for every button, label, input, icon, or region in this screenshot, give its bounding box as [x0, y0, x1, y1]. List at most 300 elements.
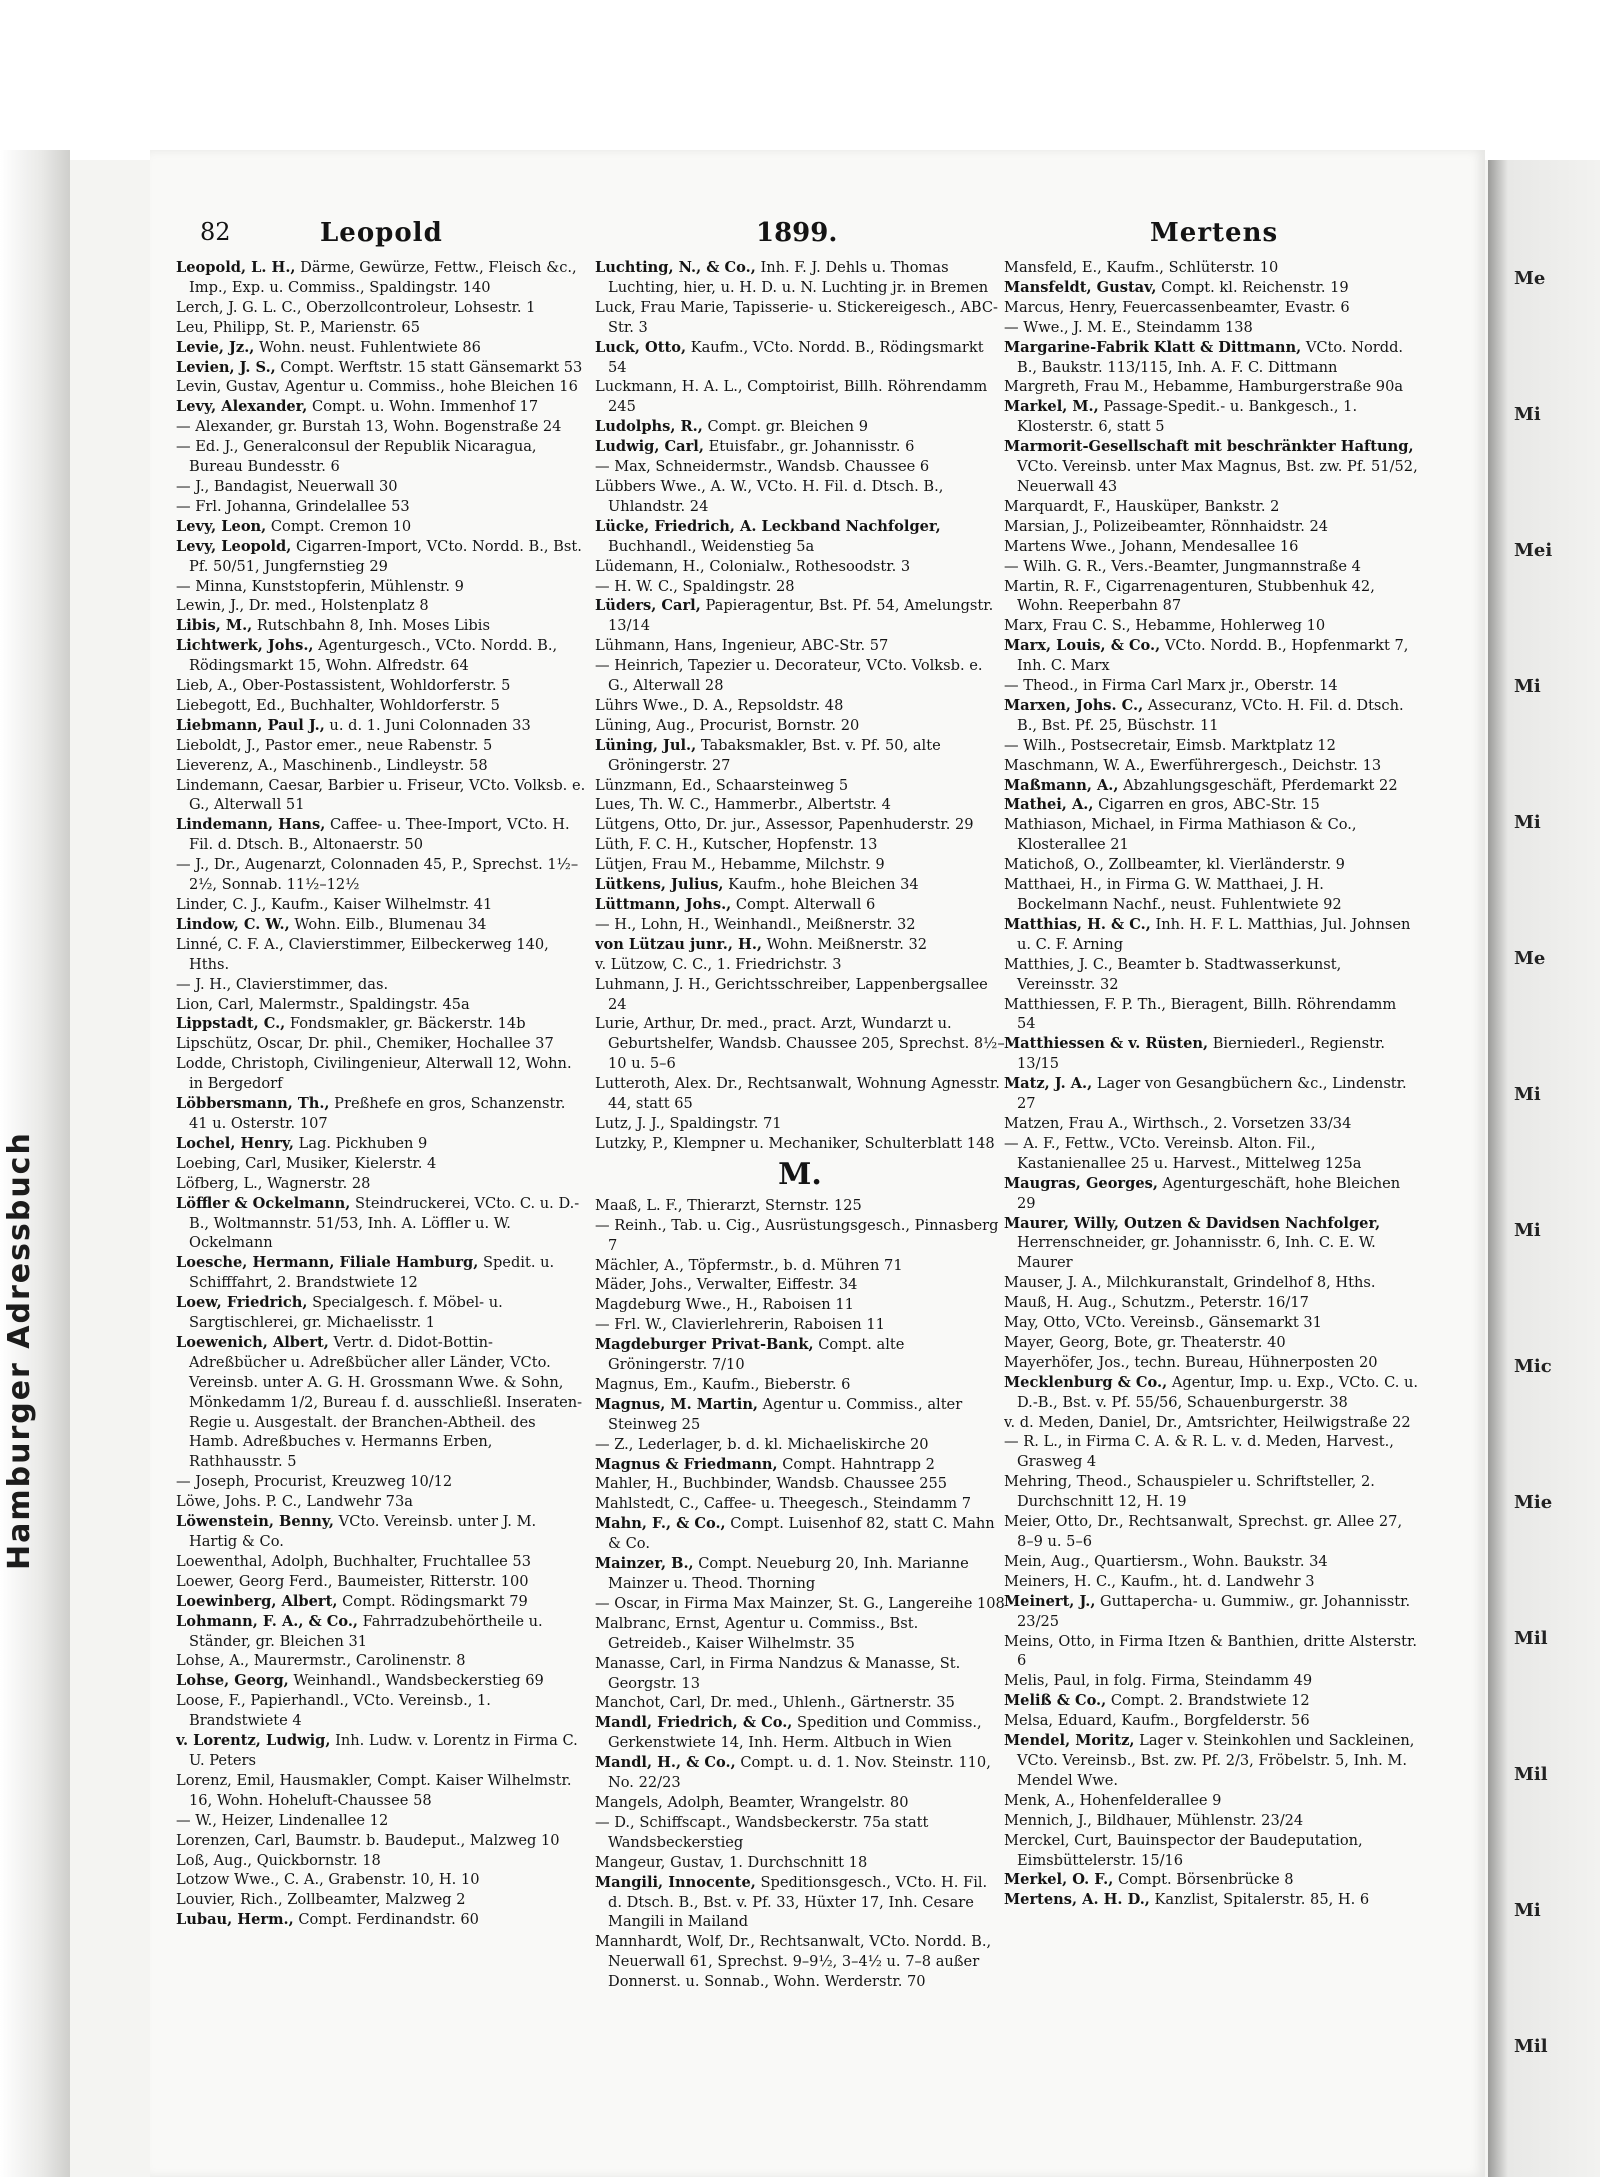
facing-page-fragment: Mi: [1514, 1084, 1541, 1105]
directory-entry: [176, 596, 586, 616]
entry-name: Merkel, O. F.,: [1004, 1871, 1114, 1889]
entry-name: Lüders, Carl,: [595, 597, 701, 615]
directory-entry: [176, 855, 586, 895]
directory-entry: [176, 1671, 586, 1691]
entry-details: Maschmann, W. A., Ewerführergesch., Deichstr. 13: [1004, 756, 1382, 774]
directory-entry: [595, 437, 1005, 457]
entry-name: Levy, Leon,: [176, 517, 267, 535]
entry-details: Compt. Alterwall 6: [735, 896, 876, 913]
header-first-entry: Leopold: [320, 218, 443, 248]
entry-name: Lohmann, F. A., & Co.,: [176, 1612, 359, 1630]
entry-details: Levin, Gustav, Agentur u. Commiss., hohe Bleichen 16: [176, 378, 578, 396]
directory-entry: [1004, 915, 1419, 955]
entry-details: — H., Lohn, H., Weinhandl., Meißnerstr. 32: [595, 915, 916, 933]
entry-details: Lipschütz, Oscar, Dr. phil., Chemiker, Hochallee 37: [176, 1035, 554, 1053]
entry-details: Loose, F., Papierhandl., VCto. Vereinsb., 1. Brandstwiete 4: [176, 1692, 491, 1730]
directory-entry: [595, 1295, 1005, 1315]
directory-entry: [595, 577, 1005, 597]
entry-details: Luhmann, J. H., Gerichtsschreiber, Lappenbergsallee 24: [595, 975, 988, 1013]
directory-entry: [595, 1315, 1005, 1335]
entry-details: Lutteroth, Alex. Dr., Rechtsanwalt, Wohnung Agnesstr. 44, statt 65: [595, 1075, 1000, 1113]
entry-details: Meier, Otto, Dr., Rechtsanwalt, Sprechst. gr. Allee 27, 8–9 u. 5–6: [1004, 1513, 1403, 1550]
directory-entry: [595, 1216, 1005, 1256]
directory-entry: [176, 1154, 586, 1174]
entry-name: Maugras, Georges,: [1004, 1174, 1158, 1192]
directory-entry: [1004, 397, 1419, 437]
directory-entry: [1004, 1671, 1419, 1691]
entry-name: Mertens, A. H. D.,: [1004, 1891, 1150, 1909]
directory-entry: [1004, 955, 1419, 995]
entry-details: Weinhandl., Wandsbeckerstieg 69: [293, 1672, 544, 1690]
entry-details: Marsian, J., Polizeibeamter, Rönnhaidstr. 24: [1004, 517, 1329, 535]
directory-entry: [176, 377, 586, 397]
entry-details: Lütgens, Otto, Dr. jur., Assessor, Papenhuderstr. 29: [595, 816, 974, 834]
directory-entry: [595, 1873, 1005, 1933]
entry-name: Maßmann, A.,: [1004, 776, 1119, 794]
entry-name: Mangili, Innocente,: [595, 1873, 756, 1891]
directory-entry: [1004, 1890, 1419, 1910]
entry-details: Compt. Neueburg 20, Inh. Marianne Mainzer u. Theod. Thorning: [608, 1555, 969, 1592]
directory-entry: [1004, 1791, 1419, 1811]
directory-entry: [1004, 1134, 1419, 1174]
directory-entry: [1004, 696, 1419, 736]
directory-entry: [176, 756, 586, 776]
entry-name: Lindow, C. W.,: [176, 915, 290, 933]
directory-entry: [595, 1455, 1005, 1475]
directory-entry: [1004, 1432, 1419, 1472]
directory-entry: [176, 895, 586, 915]
directory-entry: [595, 815, 1005, 835]
entry-name: Mathei, A.,: [1004, 796, 1094, 814]
entry-details: Agenturgesch., VCto. Nordd. B., Rödingsmarkt 15, Wohn. Alfredstr. 64: [189, 637, 558, 675]
directory-entry: [1004, 1214, 1419, 1274]
entry-details: Lorenz, Emil, Hausmakler, Compt. Kaiser Wilhelmstr. 16, Wohn. Hoheluft-Chaussee 58: [176, 1771, 572, 1809]
directory-entry: [595, 975, 1005, 1015]
entry-details: Leu, Philipp, St. P., Marienstr. 65: [176, 318, 421, 336]
directory-entry: [1004, 736, 1419, 756]
entry-details: — Reinh., Tab. u. Cig., Ausrüstungsgesch., Pinnasberg 7: [595, 1216, 999, 1254]
directory-entry: [1004, 616, 1419, 636]
entry-details: Guttapercha- u. Gummiw., gr. Johannisstr. 23/25: [1017, 1592, 1411, 1630]
entry-name: Luck, Otto,: [595, 338, 687, 356]
entry-details: Cigarren en gros, ABC-Str. 15: [1098, 796, 1320, 814]
entry-details: Lion, Carl, Malermstr., Spaldingstr. 45a: [176, 995, 470, 1013]
directory-entry: [1004, 517, 1419, 537]
entry-details: Compt. kl. Reichenstr. 19: [1161, 278, 1349, 296]
entry-details: Mathiason, Michael, in Firma Mathiason & Co., Klosterallee 21: [1004, 816, 1357, 854]
entry-details: Manasse, Carl, in Firma Nandzus & Manasse, St. Georgstr. 13: [595, 1654, 961, 1692]
entry-name: Marx, Louis, & Co.,: [1004, 637, 1161, 655]
directory-entry: [1004, 776, 1419, 796]
entry-details: Mansfeld, E., Kaufm., Schlüterstr. 10: [1004, 259, 1279, 276]
directory-entry: [176, 1014, 586, 1034]
entry-details: Matthies, J. C., Beamter b. Stadtwasserkunst, Vereinsstr. 32: [1004, 955, 1342, 993]
directory-entry: [1004, 1552, 1419, 1572]
entry-details: u. d. 1. Juni Colonnaden 33: [329, 716, 531, 734]
page-header: [200, 218, 1400, 258]
entry-details: Spedit. u. Schifffahrt, 2. Brandstwiete 12: [189, 1254, 555, 1292]
directory-entry: [1004, 557, 1419, 577]
entry-details: Lüning, Aug., Procurist, Bornstr. 20: [595, 716, 860, 734]
entry-details: Agentur, Imp. u. Exp., VCto. C. u. D.-B., Bst. v. Pf. 55/56, Schauenburgerstr. 38: [1017, 1373, 1419, 1411]
entry-name: Mecklenburg & Co.,: [1004, 1373, 1168, 1391]
directory-entry: [1004, 1731, 1419, 1791]
directory-entry: [176, 975, 586, 995]
entry-details: Mayerhöfer, Jos., techn. Bureau, Hühnerposten 20: [1004, 1353, 1378, 1371]
directory-entry: [595, 1014, 1005, 1074]
entry-details: Compt. Börsenbrücke 8: [1117, 1871, 1294, 1889]
entry-details: Caffee- u. Thee-Import, VCto. H. Fil. d. Dtsch. B., Altonaerstr. 50: [189, 816, 570, 854]
entry-details: Mein, Aug., Quartiersm., Wohn. Baukstr. 34: [1004, 1552, 1328, 1570]
entry-details: Kaufm., hohe Bleichen 34: [728, 876, 919, 894]
entry-details: VCto. Vereinsb. unter Max Magnus, Bst. zw. Pf. 51/52, Neuerwall 43: [1017, 458, 1418, 495]
entry-details: — Wwe., J. M. E., Steindamm 138: [1004, 318, 1253, 336]
entry-name: Lochel, Henry,: [176, 1134, 295, 1152]
entry-name: Marmorit-Gesellschaft mit beschränkter Haftung,: [1004, 438, 1414, 456]
directory-entry: [595, 636, 1005, 656]
entry-details: Loß, Aug., Quickbornstr. 18: [176, 1851, 381, 1869]
directory-entry: [595, 1074, 1005, 1114]
entry-details: — Minna, Kunststopferin, Mühlenstr. 9: [176, 577, 464, 595]
directory-entry: [176, 616, 586, 636]
directory-entry: [595, 855, 1005, 875]
entry-details: — J. H., Clavierstimmer, das.: [176, 975, 389, 993]
entry-details: Lührs Wwe., D. A., Repsoldstr. 48: [595, 696, 844, 714]
entry-details: May, Otto, VCto. Vereinsb., Gänsemarkt 31: [1004, 1314, 1322, 1332]
entry-details: Lodde, Christoph, Civilingenieur, Alterwall 12, Wohn. in Bergedorf: [176, 1055, 572, 1093]
directory-entry: [1004, 437, 1419, 497]
entry-details: Mächler, A., Töpfermstr., b. d. Mühren 71: [595, 1256, 903, 1274]
directory-entry: [176, 517, 586, 537]
directory-entry: [176, 397, 586, 417]
entry-details: Cigarren-Import, VCto. Nordd. B., Bst. Pf. 50/51, Jungfernstieg 29: [189, 537, 582, 575]
directory-entry: [176, 1870, 586, 1890]
entry-details: Lieboldt, J., Pastor emer., neue Rabenstr. 5: [176, 736, 493, 754]
entry-details: Compt. u. Wohn. Immenhof 17: [312, 398, 539, 416]
directory-entry: [1004, 815, 1419, 855]
entry-details: Papieragentur, Bst. Pf. 54, Amelungstr. 13/14: [608, 597, 994, 635]
entry-details: — Joseph, Procurist, Kreuzweg 10/12: [176, 1473, 453, 1491]
facing-page-fragment: Mil: [1514, 1764, 1548, 1785]
facing-page-fragment: Mic: [1514, 1356, 1552, 1377]
entry-details: Wohn. Eilb., Blumenau 34: [294, 915, 487, 933]
entry-details: — A. F., Fettw., VCto. Vereinsb. Alton. Fil., Kastanienallee 25 u. Harvest., Mittelweg 125a: [1004, 1134, 1362, 1172]
directory-entry: [1004, 377, 1419, 397]
directory-entry: [176, 417, 586, 437]
directory-entry: [595, 1813, 1005, 1853]
directory-entry: [595, 696, 1005, 716]
facing-page-fragment: Mei: [1514, 540, 1553, 561]
entry-details: — W., Heizer, Lindenallee 12: [176, 1811, 389, 1829]
directory-entry: [176, 636, 586, 676]
entry-details: Lewin, J., Dr. med., Holstenplatz 8: [176, 597, 429, 615]
entry-details: Compt. Ferdinandstr. 60: [298, 1911, 479, 1929]
directory-entry: [595, 1134, 1005, 1154]
directory-entry: [176, 1492, 586, 1512]
directory-entry: [176, 1194, 586, 1254]
entry-details: Lutzky, P., Klempner u. Mechaniker, Schulterblatt 148: [595, 1134, 995, 1152]
entry-details: Lütjen, Frau M., Hebamme, Milchstr. 9: [595, 856, 885, 874]
entry-details: Louvier, Rich., Zollbeamter, Malzweg 2: [176, 1891, 466, 1909]
directory-entry: [595, 955, 1005, 975]
entry-name: v. Lorentz, Ludwig,: [176, 1732, 331, 1750]
entry-details: Kanzlist, Spitalerstr. 85, H. 6: [1154, 1891, 1370, 1909]
directory-entry: [1004, 1333, 1419, 1353]
entry-name: Lohse, Georg,: [176, 1672, 289, 1690]
directory-entry: [1004, 318, 1419, 338]
directory-entry: [176, 716, 586, 736]
entry-name: Loesche, Hermann, Filiale Hamburg,: [176, 1254, 479, 1272]
entry-name: Ludwig, Carl,: [595, 438, 704, 456]
directory-entry: [595, 1614, 1005, 1654]
entry-details: Lag. Pickhuben 9: [298, 1134, 428, 1152]
scan-margin: [0, 0, 1600, 160]
entry-details: — Ed. J., Generalconsul der Republik Nicaragua, Bureau Bundesstr. 6: [176, 438, 537, 476]
entry-details: Löfberg, L., Wagnerstr. 28: [176, 1174, 371, 1192]
facing-page-fragment: Mi: [1514, 404, 1541, 425]
entry-name: Mandl, H., & Co.,: [595, 1754, 736, 1772]
directory-entry: [1004, 1592, 1419, 1632]
directory-entry: [1004, 1174, 1419, 1214]
entry-name: Lüning, Jul.,: [595, 736, 697, 754]
entry-name: Ludolphs, R.,: [595, 418, 703, 436]
entry-name: Levien, J. S.,: [176, 358, 276, 376]
header-year: 1899.: [756, 218, 838, 248]
directory-entry: [595, 377, 1005, 417]
directory-entry: [176, 776, 586, 816]
directory-entry: [595, 736, 1005, 776]
directory-entry: [176, 537, 586, 577]
entry-details: Fondsmakler, gr. Bäckerstr. 14b: [289, 1015, 526, 1033]
entry-details: Mangels, Adolph, Beamter, Wrangelstr. 80: [595, 1793, 909, 1811]
directory-entry: [1004, 995, 1419, 1035]
entry-details: Marx, Frau C. S., Hebamme, Hohlerweg 10: [1004, 617, 1326, 635]
directory-entry: [1004, 1512, 1419, 1552]
entry-name: Mandl, Friedrich, & Co.,: [595, 1714, 793, 1732]
directory-entry: [176, 1731, 586, 1771]
entry-details: Tabaksmakler, Bst. v. Pf. 50, alte Gröningerstr. 27: [608, 736, 941, 774]
directory-entry: [176, 1811, 586, 1831]
entry-details: Matichoß, O., Zollbeamter, kl. Vierländerstr. 9: [1004, 856, 1345, 874]
entry-details: Magdeburg Wwe., H., Raboisen 11: [595, 1296, 854, 1314]
directory-entry: [176, 1094, 586, 1134]
directory-entry: [1004, 537, 1419, 557]
entry-details: Lübbers Wwe., A. W., VCto. H. Fil. d. Dtsch. B., Uhlandstr. 24: [595, 477, 944, 515]
entry-details: Rutschbahn 8, Inh. Moses Libis: [256, 617, 490, 635]
entry-name: Matthiessen & v. Rüsten,: [1004, 1035, 1209, 1053]
directory-entry: [595, 656, 1005, 696]
entry-details: Melsa, Eduard, Kaufm., Borgfelderstr. 56: [1004, 1712, 1310, 1730]
directory-entry: [1004, 1353, 1419, 1373]
entry-details: Abzahlungsgeschäft, Pferdemarkt 22: [1123, 776, 1398, 794]
entry-name: Matthias, H. & C.,: [1004, 915, 1151, 933]
directory-entry: [595, 338, 1005, 378]
entry-details: — D., Schiffscapt., Wandsbeckerstr. 75a statt Wandsbeckerstieg: [595, 1813, 929, 1851]
entry-name: Löbbersmann, Th.,: [176, 1095, 330, 1113]
entry-details: v. d. Meden, Daniel, Dr., Amtsrichter, Heilwigstraße 22: [1004, 1413, 1411, 1431]
entry-details: Lohse, A., Maurermstr., Carolinenstr. 8: [176, 1652, 466, 1670]
entry-name: Lindemann, Hans,: [176, 816, 326, 834]
entry-name: Loew, Friedrich,: [176, 1294, 308, 1312]
directory-column-3: [1004, 258, 1419, 2138]
directory-entry: [1004, 1811, 1419, 1831]
spine-title: Hamburger Adressbuch: [2, 1131, 37, 1570]
directory-entry: [1004, 1870, 1419, 1890]
header-last-entry: Mertens: [1150, 218, 1279, 248]
entry-details: Liebegott, Ed., Buchhalter, Wohldorferstr. 5: [176, 696, 500, 714]
entry-details: Compt. Hahntrapp 2: [782, 1455, 935, 1473]
directory-entry: [595, 457, 1005, 477]
entry-details: Vertr. d. Didot-Bottin-Adreßbücher u. Adreßbücher aller Länder, VCto. Vereinsb. unter A. G. H. Grossmann Wwe. & Sohn, Mönkedamm 1/2, Bureau f. d. ausschließl. Inseraten-Regie u. Ausgestalt. der Branchen-Abtheil. des Hamb. Adreßbuches v. Hermanns Erben, Rathhausstr. 5: [189, 1333, 583, 1471]
entry-details: Margreth, Frau M., Hebamme, Hamburgerstraße 90a: [1004, 378, 1404, 396]
directory-entry: [595, 477, 1005, 517]
directory-entry: [176, 1034, 586, 1054]
directory-entry: [1004, 1293, 1419, 1313]
entry-details: Inh. F. J. Dehls u. Thomas Luchting, hier, u. H. D. u. N. Luchting jr. in Bremen: [608, 259, 989, 296]
entry-details: — Heinrich, Tapezier u. Decorateur, VCto. Volksb. e. G., Alterwall 28: [595, 657, 983, 695]
entry-name: Levy, Leopold,: [176, 537, 292, 555]
directory-entry: [176, 1174, 586, 1194]
entry-details: Luckmann, H. A. L., Comptoirist, Billh. Röhrendamm 245: [595, 378, 988, 416]
entry-name: Liebmann, Paul J.,: [176, 716, 325, 734]
facing-page-fragment: Mil: [1514, 1628, 1548, 1649]
facing-page-edge: [1488, 160, 1600, 2177]
entry-details: Löwe, Johs. P. C., Landwehr 73a: [176, 1493, 413, 1511]
facing-page-fragment: Me: [1514, 268, 1546, 289]
entry-details: Compt. u. d. 1. Nov. Steinstr. 110, No. 22/23: [608, 1754, 991, 1792]
directory-entry: [595, 795, 1005, 815]
directory-entry: [595, 1395, 1005, 1435]
entry-name: Mansfeldt, Gustav,: [1004, 278, 1157, 296]
entry-details: — Frl. W., Clavierlehrerin, Raboisen 11: [595, 1316, 885, 1334]
directory-entry: [1004, 1472, 1419, 1512]
directory-entry: [1004, 1572, 1419, 1592]
entry-name: Maurer, Willy, Outzen & Davidsen Nachfolger,: [1004, 1214, 1381, 1232]
directory-entry: [176, 1293, 586, 1333]
entry-name: Meinert, J.,: [1004, 1592, 1096, 1610]
entry-name: Levie, Jz.,: [176, 338, 255, 356]
entry-details: Lieb, A., Ober-Postassistent, Wohldorferstr. 5: [176, 677, 511, 695]
entry-details: Compt. Werftstr. 15 statt Gänsemarkt 53: [280, 358, 583, 376]
entry-details: — H. W. C., Spaldingstr. 28: [595, 577, 795, 595]
directory-entry: [176, 577, 586, 597]
entry-name: Lubau, Herm.,: [176, 1911, 294, 1929]
entry-details: Steindruckerei, VCto. C. u. D.-B., Woltmannstr. 51/53, Inh. A. Löffler u. W. Ockelmann: [189, 1194, 580, 1252]
entry-details: Inh. H. F. L. Matthias, Jul. Johnsen u. C. F. Arning: [1017, 915, 1411, 953]
entry-details: Marquardt, F., Hausküper, Bankstr. 2: [1004, 497, 1280, 515]
entry-name: Margarine-Fabrik Klatt & Dittmann,: [1004, 338, 1302, 356]
entry-details: Matzen, Frau A., Wirthsch., 2. Vorsetzen 33/34: [1004, 1114, 1352, 1132]
directory-entry: [595, 915, 1005, 935]
directory-entry: [1004, 1413, 1419, 1433]
entry-name: Matz, J. A.,: [1004, 1075, 1093, 1093]
entry-name: Mendel, Moritz,: [1004, 1732, 1135, 1750]
entry-details: Etuisfabr., gr. Johannisstr. 6: [708, 438, 915, 456]
entry-details: Därme, Gewürze, Fettw., Fleisch &c., Imp., Exp. u. Commiss., Spaldingstr. 140: [189, 259, 577, 296]
entry-details: — Alexander, gr. Burstah 13, Wohn. Bogenstraße 24: [176, 418, 562, 436]
directory-entry: [595, 895, 1005, 915]
facing-page-fragment: Mi: [1514, 676, 1541, 697]
entry-name: Markel, M.,: [1004, 398, 1099, 416]
entry-details: Mehring, Theod., Schauspieler u. Schriftsteller, 2. Durchschnitt 12, H. 19: [1004, 1473, 1375, 1511]
directory-entry: [176, 736, 586, 756]
directory-entry: [595, 1753, 1005, 1793]
directory-entry: [595, 1594, 1005, 1614]
entry-details: Menk, A., Hohenfelderallee 9: [1004, 1791, 1222, 1809]
directory-entry: [1004, 1691, 1419, 1711]
directory-column-1: [176, 258, 586, 2138]
directory-entry: [176, 915, 586, 935]
entry-details: Mauß, H. Aug., Schutzm., Peterstr. 16/17: [1004, 1294, 1309, 1312]
directory-entry: [595, 835, 1005, 855]
directory-entry: [595, 258, 1005, 298]
entry-details: Compt. Luisenhof 82, statt C. Mahn & Co.: [608, 1515, 995, 1553]
entry-details: Mauser, J. A., Milchkuranstalt, Grindelhof 8, Hths.: [1004, 1274, 1376, 1292]
directory-entry: [176, 1512, 586, 1552]
directory-entry: [176, 497, 586, 517]
entry-name: Löwenstein, Benny,: [176, 1513, 335, 1531]
entry-details: Martens Wwe., Johann, Mendesallee 16: [1004, 537, 1299, 555]
entry-name: Magdeburger Privat-Bank,: [595, 1336, 814, 1354]
directory-entry: [595, 517, 1005, 557]
directory-entry: [176, 1134, 586, 1154]
directory-entry: [1004, 855, 1419, 875]
directory-entry: [595, 1275, 1005, 1295]
entry-details: Compt. gr. Bleichen 9: [707, 418, 868, 436]
directory-entry: [1004, 497, 1419, 517]
entry-details: Magnus, Em., Kaufm., Bieberstr. 6: [595, 1375, 851, 1393]
entry-details: Linné, C. F. A., Clavierstimmer, Eilbeckerweg 140, Hths.: [176, 935, 549, 973]
directory-entry: [595, 1713, 1005, 1753]
directory-entry: [1004, 298, 1419, 318]
directory-entry: [176, 1572, 586, 1592]
entry-details: Lühmann, Hans, Ingenieur, ABC-Str. 57: [595, 637, 889, 655]
entry-details: Lager v. Steinkohlen und Sackleinen, VCto. Vereinsb., Bst. zw. Pf. 2/3, Fröbelstr. 5, Inh. M. Mendel Wwe.: [1017, 1732, 1415, 1789]
directory-entry: [595, 417, 1005, 437]
entry-name: Magnus & Friedmann,: [595, 1455, 778, 1473]
facing-page-fragment: Mil: [1514, 2036, 1548, 2057]
directory-entry: [176, 935, 586, 975]
directory-entry: [176, 318, 586, 338]
directory-entry: [176, 676, 586, 696]
entry-details: Lutz, J. J., Spaldingstr. 71: [595, 1114, 782, 1132]
entry-details: — Wilh., Postsecretair, Eimsb. Marktplatz 12: [1004, 736, 1336, 754]
entry-details: Bierniederl., Regienstr. 13/15: [1017, 1035, 1385, 1073]
entry-details: Meins, Otto, in Firma Itzen & Banthien, dritte Alsterstr. 6: [1004, 1632, 1418, 1670]
entry-name: Lippstadt, C.,: [176, 1015, 286, 1033]
entry-details: Linder, C. J., Kaufm., Kaiser Wilhelmstr. 41: [176, 896, 493, 913]
entry-name: Lüttmann, Johs.,: [595, 896, 732, 913]
entry-details: Mayer, Georg, Bote, gr. Theaterstr. 40: [1004, 1333, 1286, 1351]
entry-details: Compt. Cremon 10: [270, 517, 412, 535]
entry-details: Lüth, F. C. H., Kutscher, Hopfenstr. 13: [595, 836, 878, 854]
directory-entry: [176, 1890, 586, 1910]
entry-details: Malbranc, Ernst, Agentur u. Commiss., Bst. Getreideb., Kaiser Wilhelmstr. 35: [595, 1614, 919, 1652]
directory-entry: [595, 1654, 1005, 1694]
directory-entry: [1004, 1632, 1419, 1672]
facing-page-fragment: Mi: [1514, 1220, 1541, 1241]
entry-details: — Max, Schneidermstr., Wandsb. Chaussee 6: [595, 458, 930, 476]
entry-details: — Z., Lederlager, b. d. kl. Michaeliskirche 20: [595, 1435, 929, 1453]
entry-details: Luck, Frau Marie, Tapisserie- u. Stickereigesch., ABC-Str. 3: [595, 298, 998, 336]
entry-details: Martin, R. F., Cigarrenagenturen, Stubbenhuk 42, Wohn. Reeperbahn 87: [1004, 577, 1375, 615]
entry-details: Mangeur, Gustav, 1. Durchschnitt 18: [595, 1853, 868, 1871]
entry-details: VCto. Vereinsb. unter J. M. Hartig & Co.: [189, 1513, 537, 1550]
directory-entry: [595, 1932, 1005, 1992]
page-number: 82: [200, 218, 231, 246]
entry-details: Preßhefe en gros, Schanzenstr. 41 u. Osterstr. 107: [189, 1095, 566, 1132]
entry-details: Inh. Ludw. v. Lorentz in Firma C. U. Peters: [189, 1732, 578, 1769]
